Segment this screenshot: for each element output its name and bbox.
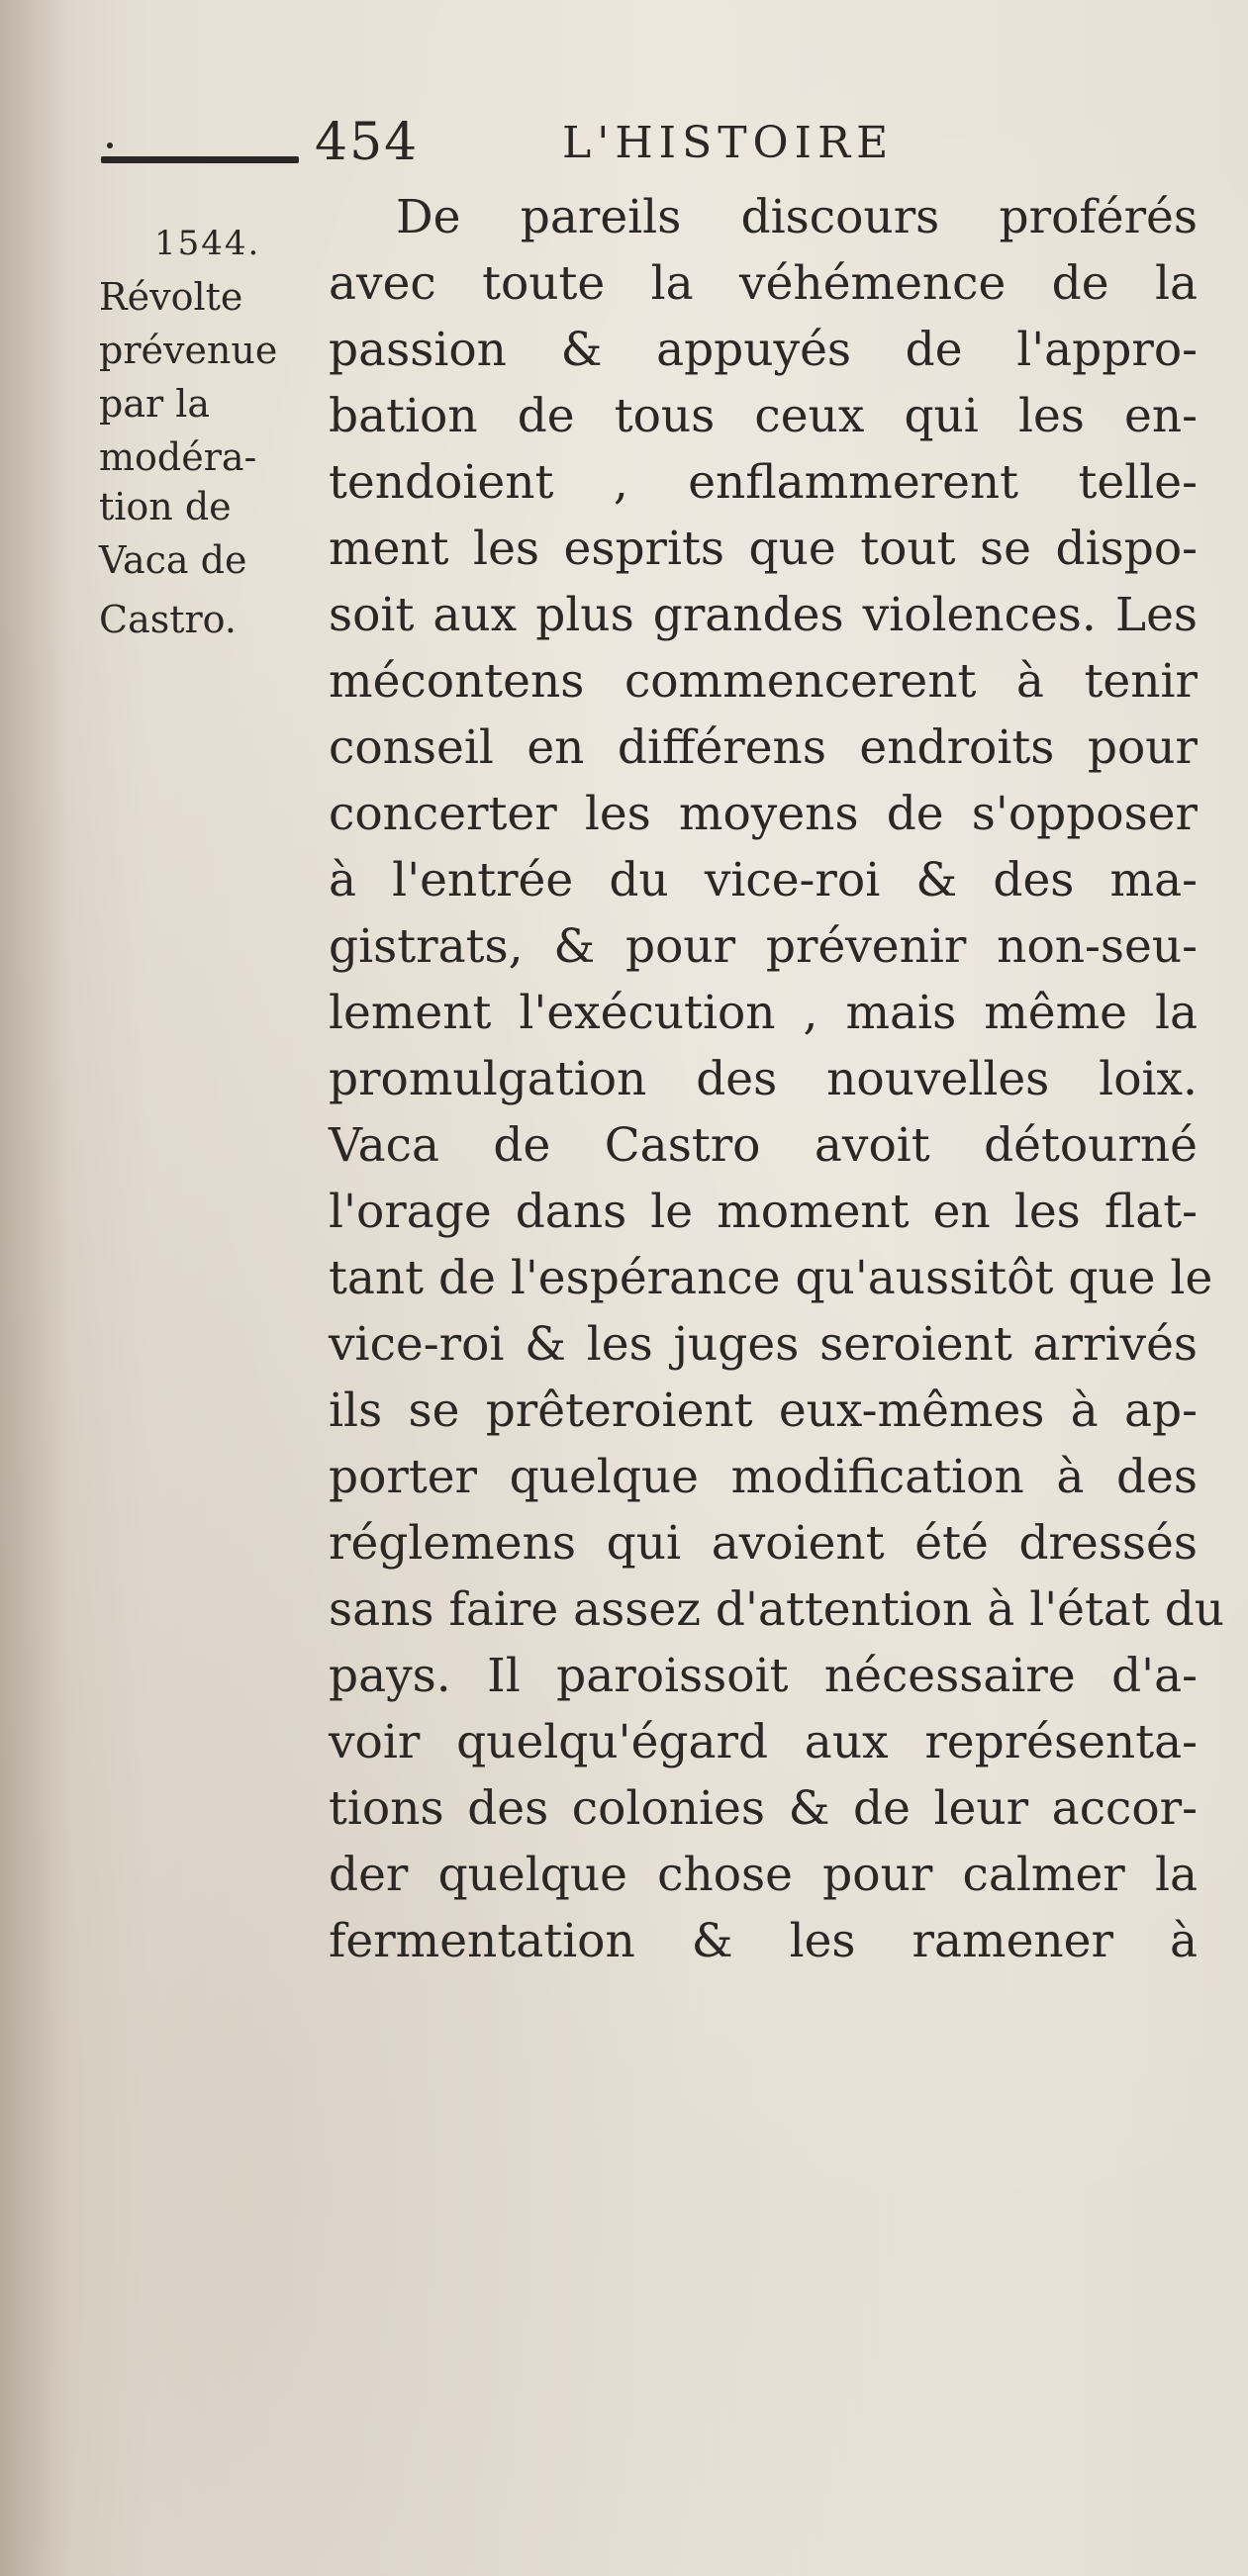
text-line: vice-roi & les juges seroient arrivés <box>329 1317 1198 1372</box>
text-line: avec toute la véhémence de la <box>329 256 1198 311</box>
text-line: lement l'exécution , mais même la <box>329 986 1198 1040</box>
text-line: ment les esprits que tout se dispo- <box>329 522 1198 576</box>
header-ornament-rule <box>101 156 299 163</box>
text-line: der quelque chose pour calmer la <box>329 1848 1198 1902</box>
text-line: sans faire assez d'attention à l'état du <box>329 1582 1225 1637</box>
margin-note-line: Castro. <box>99 598 237 641</box>
text-line: l'orage dans le moment en les flat- <box>329 1185 1198 1239</box>
text-line: De pareils discours proférés <box>396 190 1198 244</box>
text-line: bation de tous ceux qui les en- <box>329 389 1198 443</box>
text-line: voir quelqu'égard aux représenta- <box>329 1715 1198 1769</box>
text-line: Vaca de Castro avoit détourné <box>329 1118 1198 1173</box>
text-line: pays. Il paroissoit nécessaire d'a- <box>329 1649 1198 1703</box>
text-line: passion & appuyés de l'appro- <box>329 323 1198 377</box>
gutter-shadow <box>0 0 69 2576</box>
margin-note-line: modéra- <box>99 435 257 479</box>
text-line: promulgation des nouvelles loix. <box>329 1052 1198 1106</box>
text-line: réglemens qui avoient été dressés <box>329 1516 1198 1571</box>
page-header <box>99 107 1207 176</box>
margin-note-line: Révolte <box>99 275 243 319</box>
text-line: conseil en différens endroits pour <box>329 720 1198 775</box>
margin-note-line: tion de <box>99 485 232 528</box>
margin-note-line: par la <box>99 382 211 426</box>
text-line: gistrats, & pour prévenir non-seu- <box>329 919 1198 974</box>
text-line: soit aux plus grandes violences. Les <box>329 588 1198 642</box>
text-line: tions des colonies & de leur accor- <box>329 1781 1198 1836</box>
margin-note-line: prévenue <box>99 329 278 372</box>
margin-note-line: Vaca de <box>99 538 247 582</box>
text-line: mécontens commencerent à tenir <box>329 654 1198 709</box>
text-line: tendoient , enflammerent telle- <box>329 455 1198 510</box>
running-head: L'HISTOIRE <box>562 118 895 168</box>
text-line: porter quelque modification à des <box>329 1450 1198 1504</box>
text-line: tant de l'espérance qu'aussitôt que le <box>329 1251 1213 1305</box>
text-line: à l'entrée du vice-roi & des ma- <box>329 853 1198 907</box>
text-line: concerter les moyens de s'opposer <box>329 787 1198 841</box>
text-line: fermentation & les ramener à <box>329 1914 1198 1968</box>
margin-year: 1544. <box>154 224 261 263</box>
text-line: ils se prêteroient eux-mêmes à ap- <box>329 1383 1198 1438</box>
page-number: 454 <box>315 113 420 172</box>
